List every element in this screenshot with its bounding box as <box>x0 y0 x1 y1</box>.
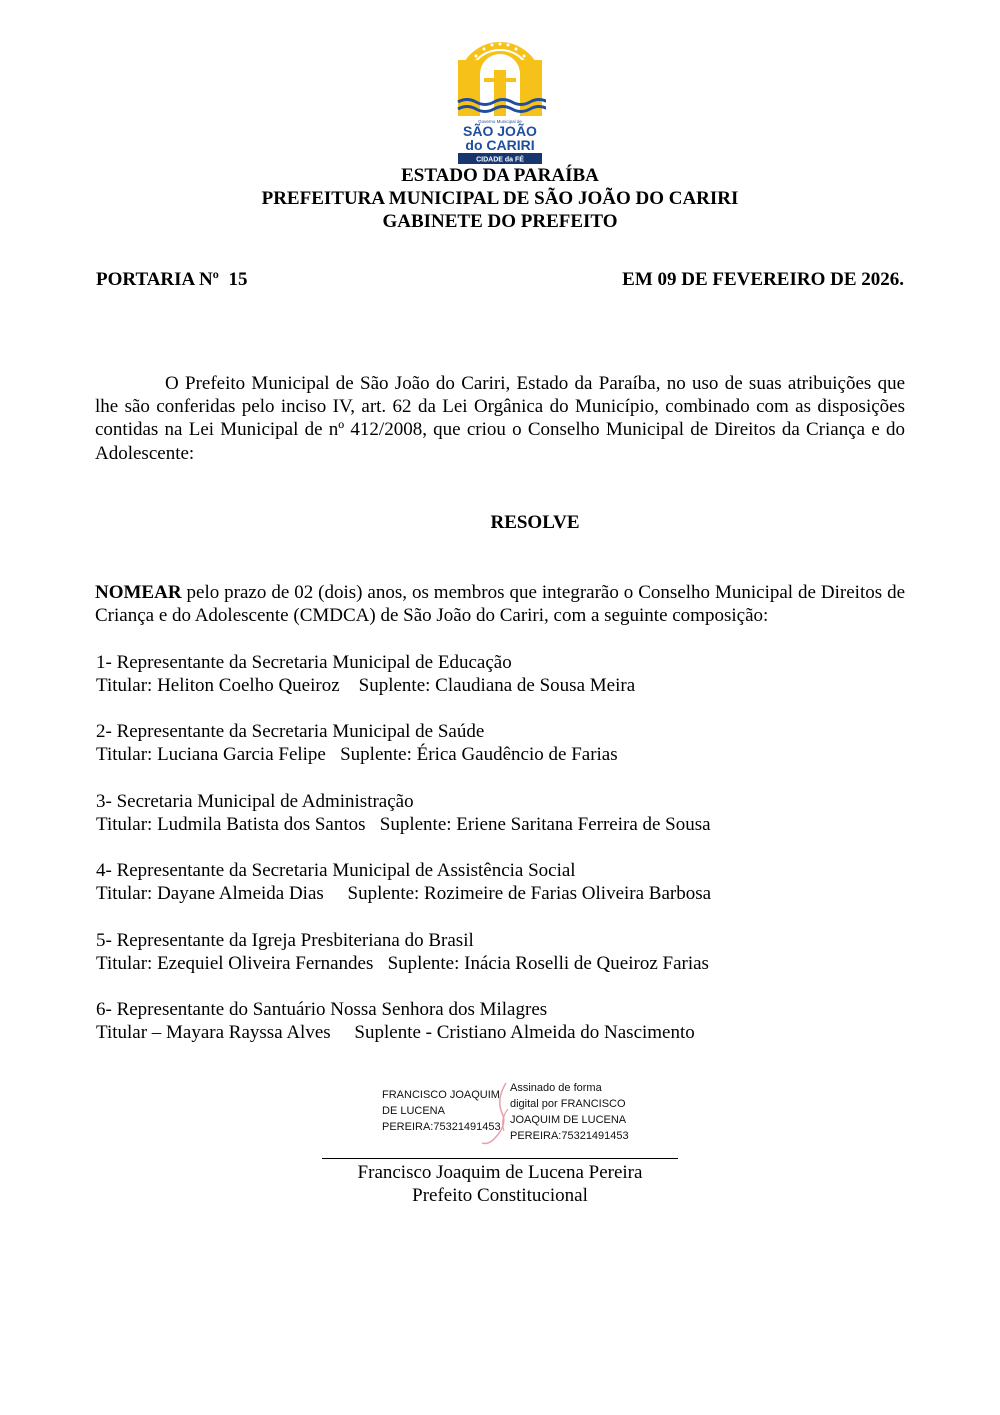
member-line: Titular: Heliton Coelho Queiroz Suplente: Claudiana de Sousa Meira <box>96 675 636 696</box>
signature-right-text <box>510 1080 640 1144</box>
signature-left-line: FRANCISCO JOAQUIM <box>382 1089 500 1101</box>
portaria-number: PORTARIA Nº 15 <box>96 269 248 290</box>
intro-paragraph: O Prefeito Municipal de São João do Cariri, Estado da Paraíba, no uso de suas atribuições que lhe são conferidas pelo inciso IV, art. 62 da Lei Orgânica do Município, combinado com as disposições contidas na Lei Municipal de nº 412/2008, que criou o Conselho Municipal de Direitos da Criança e do Adolescente: <box>95 373 905 464</box>
logo-city-line2: do CARIRI <box>465 137 535 153</box>
member-title: 4- Representante da Secretaria Municipal de Assistência Social <box>96 860 576 881</box>
member-line: Titular: Luciana Garcia Felipe Suplente: Érica Gaudêncio de Farias <box>96 744 618 765</box>
logo-tagline: CIDADE da FÉ <box>476 156 524 164</box>
signature-left-text <box>382 1087 507 1135</box>
member-title: 1- Representante da Secretaria Municipal de Educação <box>96 652 512 673</box>
nomination-keyword: NOMEAR <box>95 582 182 603</box>
header-office: GABINETE DO PREFEITO <box>382 211 618 232</box>
member-line: Titular: Dayane Almeida Dias Suplente: Rozimeire de Farias Oliveira Barbosa <box>96 883 712 904</box>
member-line: Titular – Mayara Rayssa Alves Suplente - Cristiano Almeida do Nascimento <box>96 1022 695 1043</box>
signer-role: Prefeito Constitucional <box>412 1185 588 1206</box>
header-prefecture: PREFEITURA MUNICIPAL DE SÃO JOÃO DO CARIRI <box>261 188 739 209</box>
signature-right-line: digital por FRANCISCO <box>510 1098 626 1110</box>
member-title: 2- Representante da Secretaria Municipal de Saúde <box>96 721 485 742</box>
member-line: Titular: Ezequiel Oliveira Fernandes Suplente: Inácia Roselli de Queiroz Farias <box>96 953 709 974</box>
resolve-heading: RESOLVE <box>490 512 580 533</box>
member-title: 3- Secretaria Municipal de Administração <box>96 791 414 812</box>
member-title: 6- Representante do Santuário Nossa Senhora dos Milagres <box>96 999 548 1020</box>
signer-name: Francisco Joaquim de Lucena Pereira <box>357 1162 643 1183</box>
signature-right-line: JOAQUIM DE LUCENA <box>510 1114 627 1126</box>
member-line: Titular: Ludmila Batista dos Santos Suplente: Eriene Saritana Ferreira de Sousa <box>96 814 711 835</box>
header-state: ESTADO DA PARAÍBA <box>401 165 599 186</box>
logo-city-line1: SÃO JOÃO <box>463 123 537 139</box>
member-title: 5- Representante da Igreja Presbiteriana do Brasil <box>96 930 474 951</box>
signature-left-line: PEREIRA:75321491453 <box>382 1121 501 1133</box>
logo-small-text: Governo Municipal de <box>478 119 522 124</box>
signature-left-line: DE LUCENA <box>382 1105 445 1117</box>
signature-rule <box>322 1158 678 1159</box>
nomination-text: pelo prazo de 02 (dois) anos, os membros que integrarão o Conselho Municipal de Direitos de Criança e do Adolescente (CMDCA) de São João do Cariri, com a seguinte composição: <box>95 582 905 627</box>
portaria-date: EM 09 DE FEVEREIRO DE 2026. <box>622 269 904 290</box>
signature-right-line: PEREIRA:75321491453 <box>510 1130 629 1142</box>
nomination-paragraph <box>95 581 905 627</box>
city-logo <box>454 22 546 164</box>
signature-right-line: Assinado de forma <box>510 1082 602 1094</box>
digital-signature <box>380 1079 640 1149</box>
